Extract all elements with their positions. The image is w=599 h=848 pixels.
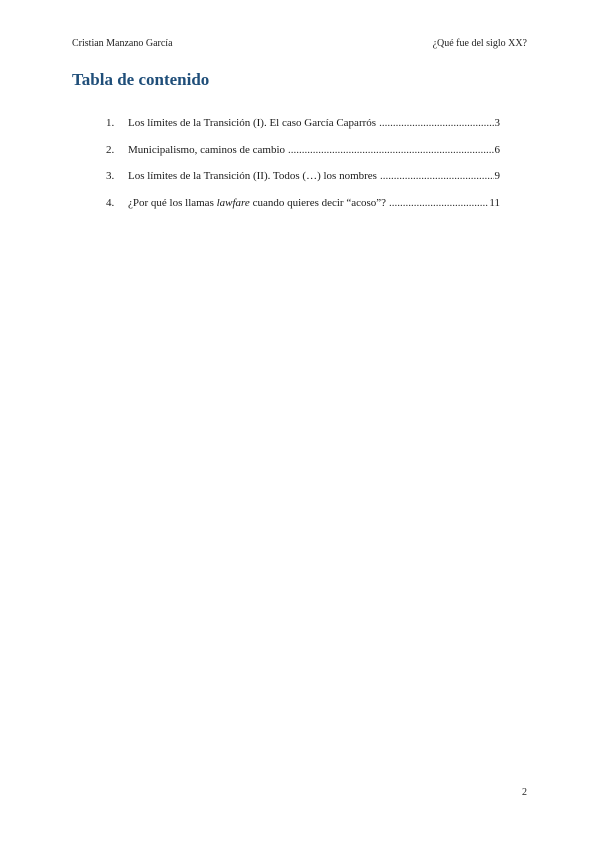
toc-entry-title-italic: lawfare bbox=[216, 196, 250, 209]
toc-entry-page: 3 bbox=[494, 117, 500, 129]
toc-entry-2[interactable] bbox=[106, 144, 500, 171]
toc-entry-page: 11 bbox=[489, 196, 500, 209]
toc-entry-4[interactable] bbox=[106, 197, 500, 224]
toc-entry-title: Los límites de la Transición (I). El caso García Caparrós bbox=[128, 117, 377, 129]
toc-dot-leader bbox=[379, 117, 493, 129]
toc-dot-leader bbox=[389, 197, 488, 209]
toc-list bbox=[106, 117, 500, 223]
toc-entry-3[interactable] bbox=[106, 170, 500, 197]
toc-entry-page: 9 bbox=[494, 170, 500, 182]
header-author: Cristian Manzano García bbox=[72, 38, 173, 49]
toc-entry-title bbox=[128, 197, 386, 209]
toc-entry-title: Municipalismo, caminos de cambio bbox=[128, 143, 286, 156]
toc-entry-title-end: cuando quieres decir “acoso”? bbox=[249, 196, 387, 209]
toc-entry-title: Los límites de la Transición (II). Todos (…) los nombres bbox=[128, 170, 377, 182]
toc-dot-leader bbox=[380, 170, 494, 182]
toc-dot-leader bbox=[288, 144, 493, 156]
toc-entry-1[interactable] bbox=[106, 117, 500, 144]
toc-entry-number: 2. bbox=[106, 143, 115, 156]
toc-title: Tabla de contenido bbox=[72, 70, 210, 89]
toc-entry-page: 6 bbox=[494, 143, 500, 156]
page-number: 2 bbox=[522, 787, 527, 798]
header-book-title: ¿Qué fue del siglo XX? bbox=[432, 38, 527, 49]
toc-entry-title-start: ¿Por qué los llamas bbox=[128, 196, 217, 209]
toc-entry-number: 3. bbox=[106, 170, 115, 182]
toc-entry-number: 1. bbox=[106, 117, 115, 129]
toc-entry-number: 4. bbox=[106, 196, 115, 209]
